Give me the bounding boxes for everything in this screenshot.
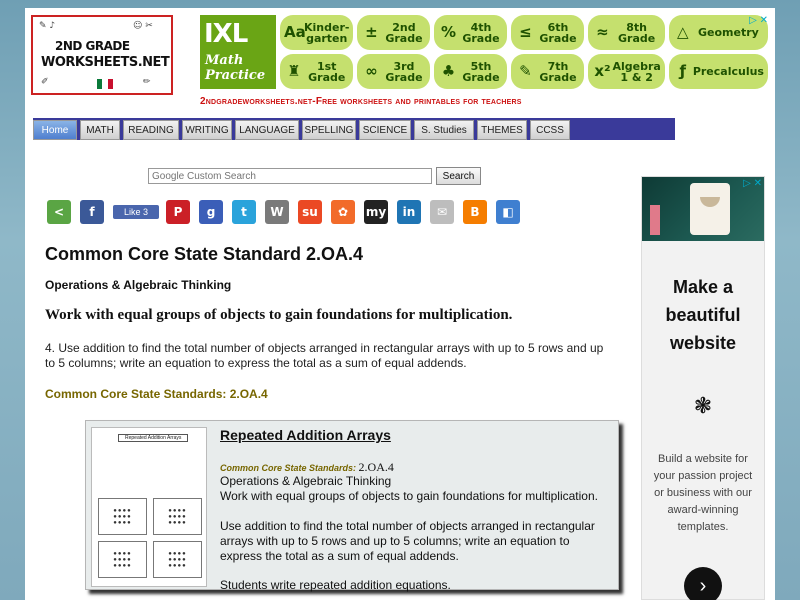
ixl-tile-label-line2: Grade	[462, 31, 500, 45]
ixl-tile-label	[535, 61, 584, 83]
nav-item-language[interactable]: LANGUAGE	[235, 120, 299, 140]
ixl-tile-label-line1: 4th	[470, 20, 492, 34]
nav-item-ccss[interactable]: CCSS	[530, 120, 570, 140]
ixl-tile-label-line2: Grade	[385, 70, 423, 84]
ixl-tile[interactable]	[434, 15, 507, 50]
delicious-icon[interactable]: ◧	[496, 200, 520, 224]
doodle-icon: ☺ ✂	[133, 21, 153, 31]
thumbnail-array-grid	[98, 498, 202, 578]
page-title: Common Core State Standard 2.OA.4	[45, 244, 364, 264]
ixl-tagline	[205, 53, 265, 83]
thumbnail-title: Repeated Addition Arrays	[118, 434, 188, 442]
ixl-tile-label-line2: Grade	[385, 31, 423, 45]
domain-heading: Operations & Algebraic Thinking	[45, 278, 232, 292]
ccss-code: 2.OA.4	[358, 460, 394, 474]
nav-item-spelling[interactable]: SPELLING	[302, 120, 356, 140]
ixl-tile-label	[612, 61, 664, 83]
doodle-icon: ✏	[143, 77, 151, 87]
ad-next-arrow-icon[interactable]: ›	[684, 567, 722, 600]
myspace-icon[interactable]: my	[364, 200, 388, 224]
ixl-tile[interactable]	[588, 54, 664, 89]
ad-headline	[642, 273, 764, 357]
ixl-tile-label	[535, 22, 584, 44]
ad-photo-detail	[650, 205, 660, 235]
wordpress-icon[interactable]: W	[265, 200, 289, 224]
ixl-tile-label	[304, 61, 353, 83]
ixl-tile-label-line1: Kinder-	[304, 20, 350, 34]
facebook-icon[interactable]: f	[80, 200, 104, 224]
ixl-tile-label-line1: 2nd	[392, 20, 416, 34]
nav-item-science[interactable]: SCIENCE	[359, 120, 411, 140]
share-icon[interactable]: <	[47, 200, 71, 224]
ixl-tile-icon: ♣	[441, 62, 456, 80]
array-cell: ●●●● ●●●● ●●●●	[98, 498, 147, 535]
ixl-tile-label-line1: 5th	[470, 59, 492, 73]
ixl-tile-icon: x²	[594, 62, 611, 80]
array-cell: ●●●● ●●●● ●●●●	[98, 541, 147, 578]
ixl-tile-label	[458, 22, 507, 44]
google-icon[interactable]: g	[199, 200, 223, 224]
worksheet-card[interactable]	[85, 420, 619, 590]
main-nav	[33, 118, 675, 140]
ixl-tile-label-line2: garten	[306, 31, 348, 45]
ixl-tile-icon: ≤	[519, 23, 532, 41]
ixl-tile-label-line1: 6th	[547, 20, 569, 34]
search-button[interactable]: Search	[436, 167, 481, 185]
site-logo[interactable]	[31, 15, 173, 95]
ixl-tile-label-line2: Grade	[539, 31, 577, 45]
ad-headline-line: website	[669, 333, 737, 353]
ixl-tile[interactable]	[511, 15, 584, 50]
standard-text: 4. Use addition to find the total number of objects arranged in rectangular arrays with up to 5 rows and up to 5 columns; write an equation to express the total as a sum of equal addends.	[45, 341, 604, 370]
page	[25, 8, 775, 600]
ixl-tile-icon: ±	[365, 23, 378, 41]
ixl-tile-label	[381, 61, 430, 83]
ixl-tile[interactable]	[357, 54, 430, 89]
squarespace-logo-icon: ❃	[693, 393, 713, 418]
ixl-tagline-line2: Practice	[205, 68, 266, 83]
ad-close-icon[interactable]: ▷ ✕	[749, 15, 768, 26]
facebook-like-button[interactable]: Like 3	[113, 205, 159, 219]
adchoices-icon[interactable]: ▷ ✕	[743, 178, 762, 189]
ixl-tile[interactable]	[357, 15, 430, 50]
ixl-tile-label-line1: 3rd	[393, 59, 415, 73]
cluster-heading: Work with equal groups of objects to gain foundations for multiplication.	[45, 307, 513, 323]
ixl-tile-label-line1: 1st	[316, 59, 337, 73]
worksheet-domain: Operations & Algebraic Thinking	[220, 474, 392, 488]
site-tagline[interactable]: 2ndgradeworksheets.net-Free worksheets and printables for teachers	[200, 96, 522, 107]
ixl-tile-label-line2: Grade	[618, 31, 656, 45]
worksheet-title[interactable]: Repeated Addition Arrays	[220, 427, 391, 443]
ixl-tile-label-line2: Grade	[462, 70, 500, 84]
ixl-tile-label-line2: Grade	[539, 70, 577, 84]
pinterest-icon[interactable]: P	[166, 200, 190, 224]
search-input[interactable]	[148, 168, 432, 184]
ad-copy: Build a website for your passion project or business with our award-winning templates.	[653, 453, 753, 533]
worksheet-standard-line: express the total as a sum of equal addends.	[220, 549, 459, 563]
ixl-tile-label	[612, 22, 664, 44]
array-cell: ●●●● ●●●● ●●●●	[153, 541, 202, 578]
ixl-tile-label-line1: 8th	[626, 20, 648, 34]
ixl-tile-label-line1: Geometry	[697, 26, 759, 39]
ad-headline-line: Make a	[672, 277, 734, 297]
ixl-tagline-line1: Math	[205, 53, 244, 68]
blogger-icon[interactable]: B	[463, 200, 487, 224]
ixl-tile-grid	[280, 15, 768, 89]
ixl-tile[interactable]	[280, 15, 353, 50]
ixl-tile[interactable]	[669, 54, 768, 89]
ixl-brand-block[interactable]	[200, 15, 276, 89]
ixl-tile-icon: Aa	[284, 23, 306, 41]
worksheet-thumbnail[interactable]	[91, 427, 207, 587]
ixl-ad-banner[interactable]	[200, 15, 768, 89]
nav-item-s-studies[interactable]: S. Studies	[414, 120, 474, 140]
ixl-tile[interactable]	[434, 54, 507, 89]
logo-text-line2: WORKSHEETS.NET	[41, 55, 170, 70]
ccss-link[interactable]: Common Core State Standards: 2.OA.4	[45, 387, 268, 401]
ixl-tile-label	[381, 22, 430, 44]
nav-item-reading[interactable]: READING	[123, 120, 179, 140]
worksheet-standard-line: arrays with up to 5 rows and up to 5 columns; write an equation to	[220, 534, 570, 548]
ixl-tile-label	[693, 66, 768, 77]
worksheet-cluster: Work with equal groups of objects to gain foundations for multiplication.	[220, 489, 598, 503]
ixl-tile[interactable]	[588, 15, 664, 50]
ixl-tile-label-line1: 7th	[547, 59, 569, 73]
ixl-tile[interactable]	[280, 54, 353, 89]
nav-item-writing[interactable]: WRITING	[182, 120, 232, 140]
twitter-icon[interactable]: t	[232, 200, 256, 224]
linkedin-icon[interactable]: in	[397, 200, 421, 224]
mix-icon[interactable]: ✿	[331, 200, 355, 224]
ad-headline-line: beautiful	[665, 305, 741, 325]
ixl-tile-icon: %	[440, 23, 456, 41]
ixl-tile-label	[304, 22, 353, 44]
array-cell: ●●●● ●●●● ●●●●	[153, 498, 202, 535]
doodle-icon: ✎ ♪	[39, 21, 56, 31]
ixl-tile-icon: △	[677, 23, 689, 41]
worksheet-standard-line: Use addition to find the total number of objects arranged in rectangular	[220, 519, 595, 533]
ccss-label: Common Core State Standards:	[220, 463, 357, 473]
ad-photo-card	[690, 183, 730, 235]
mexico-flag-icon	[97, 79, 113, 89]
doodle-icon: ✐	[41, 77, 49, 87]
ixl-tile-label	[693, 27, 768, 38]
ixl-tile-label-line1: Algebra	[612, 59, 661, 73]
logo-text-line1: 2ND GRADE	[55, 39, 130, 53]
ixl-tile-label-line2: Grade	[308, 70, 346, 84]
ixl-tile-icon: ≈	[596, 23, 609, 41]
ixl-tile-icon: ♜	[287, 62, 301, 80]
ixl-tile-label-line2: 1 & 2	[620, 70, 653, 84]
ixl-tile-icon: ƒ	[679, 62, 687, 80]
email-icon[interactable]: ✉	[430, 200, 454, 224]
ixl-tile-icon: ✎	[519, 62, 532, 80]
ixl-tile-icon: ∞	[365, 62, 378, 80]
ixl-tile-label	[458, 61, 507, 83]
nav-item-home[interactable]: Home	[33, 120, 77, 140]
nav-item-themes[interactable]: THEMES	[477, 120, 527, 140]
worksheet-ccss	[220, 460, 394, 475]
worksheet-summary: Students write repeated addition equations.	[220, 578, 451, 592]
stumbleupon-icon[interactable]: su	[298, 200, 322, 224]
ixl-tile[interactable]	[511, 54, 584, 89]
nav-item-math[interactable]: MATH	[80, 120, 120, 140]
ixl-tile-label-line1: Precalculus	[692, 65, 764, 78]
ixl-logo: IXL	[204, 19, 248, 49]
squarespace-ad[interactable]	[641, 176, 765, 600]
